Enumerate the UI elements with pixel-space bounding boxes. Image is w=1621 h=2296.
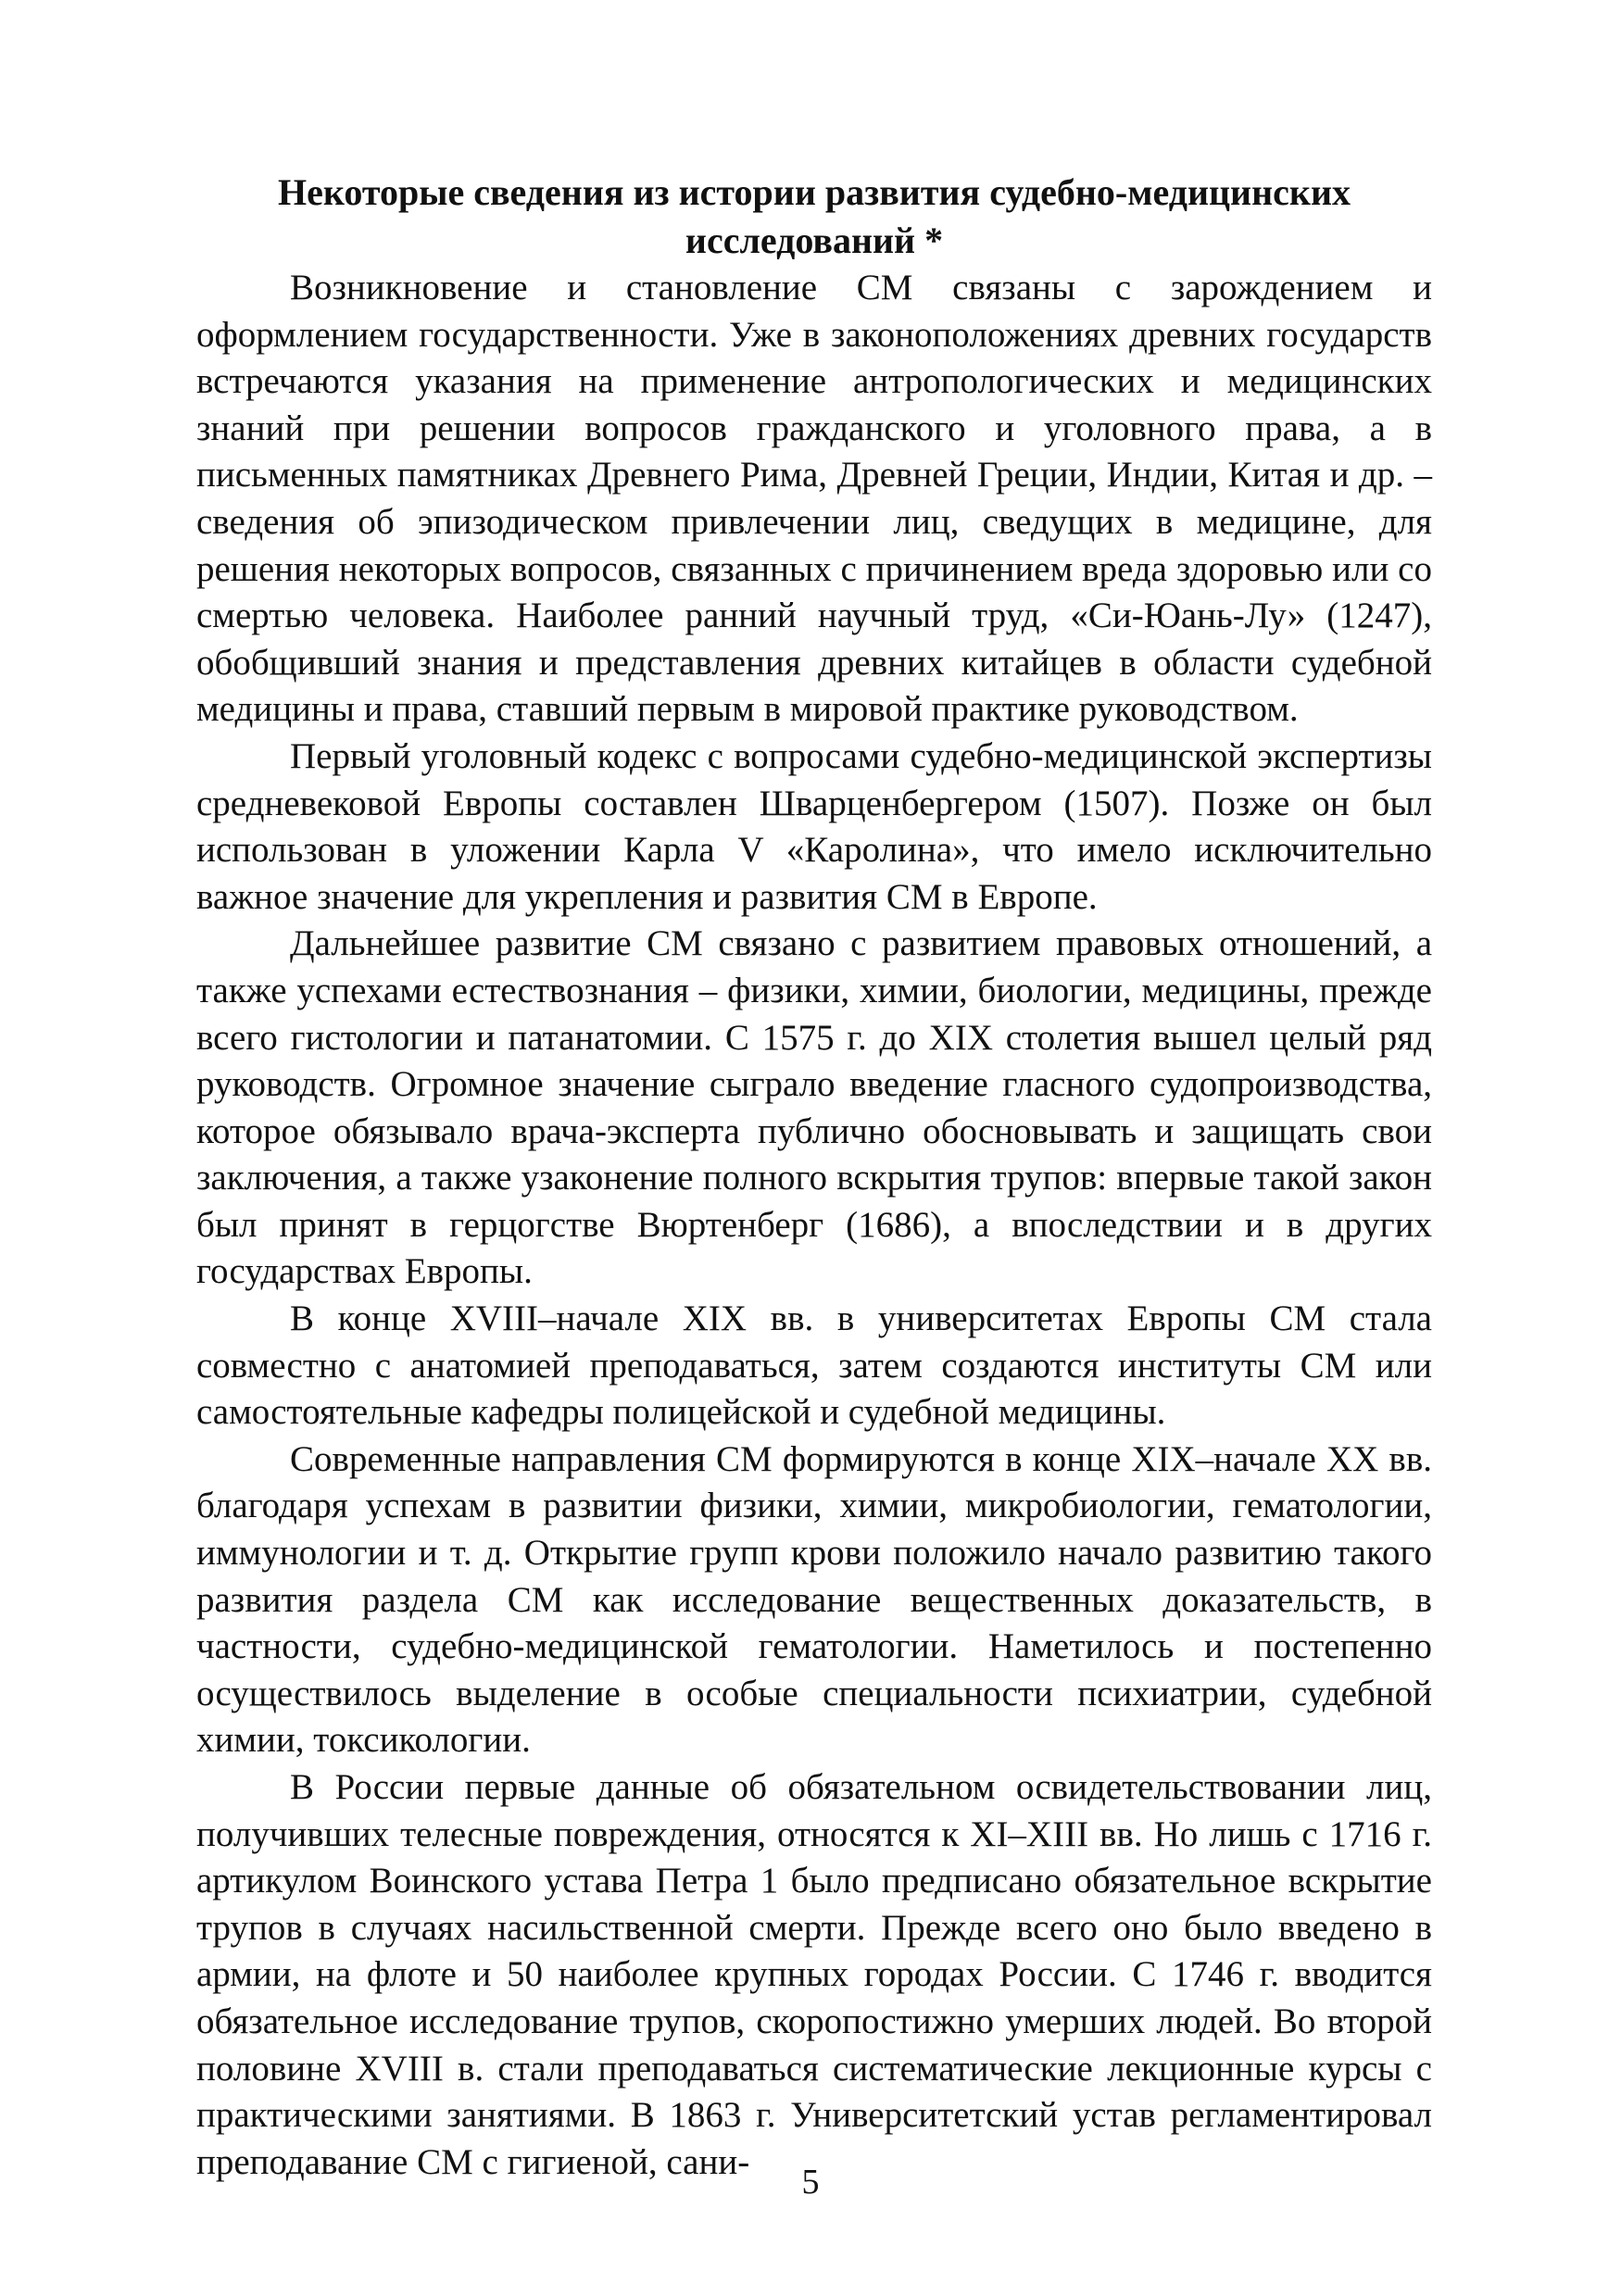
- paragraph-origins: Возникновение и становление СМ связаны с зарождением и оформлением государственности. Уже в законоположениях древних государств встречаются указания на применение антропологических и медицинских знаний при решении вопросов гражданского и уголовного права, а в письменных памятниках Древнего Рима, Древней Греции, Индии, Китая и др. – сведения об эпизодическом привлечении лиц, сведущих в медицине, для решения некоторых вопросов, связанных с причинением вреда здоровью или со смертью человека. Наиболее ранний научный труд, «Си-Юань-Лу» (1247), обобщивший знания и представления древних китайцев в области судебной медицины и права, ставший первым в мировой практике руководством.: [196, 268, 1432, 730]
- paragraph-universities: В конце XVIII–начале XIX вв. в университетах Европы СМ стала совместно с анатомией преподаваться, затем создаются институты СМ или самостоятельные кафедры полицейской и судебной медицины.: [196, 1299, 1432, 1433]
- page-number: 5: [801, 2163, 820, 2202]
- paragraph-russia: В России первые данные об обязательном освидетельствовании лиц, получивших телесные повреждения, относятся к XI–XIII вв. Но лишь с 1716 г. артикулом Воинского устава Петра 1 было предписано обязательное вскрытие трупов в случаях насильственной смерти. Прежде всего оно было введено в армии, на флоте и 50 наиболее крупных городах России. С 1746 г. вводится обязательное исследование трупов, скоропостижно умерших людей. Во второй половине XVIII в. стали преподаваться систематические лекционные курсы с практическими занятиями. В 1863 г. Университетский устав регламентировал преподавание СМ с гигиеной, сани-: [196, 1767, 1432, 2182]
- paragraph-further-development: Дальнейшее развитие СМ связано с развитием правовых отношений, а также успехами естествознания – физики, химии, биологии, медицины, прежде всего гистологии и патанатомии. С 1575 г. до XIX столетия вышел целый ряд руководств. Огромное значение сыграло введение гласного судопроизводства, которое обязывало врача-эксперта публично обосновывать и защищать свои заключения, а также узаконение полного вскрытия трупов: впервые такой закон был принят в герцогстве Вюртенберг (1686), а впоследствии и в других государствах Европы.: [196, 923, 1432, 1292]
- section-title: Некоторые сведения из истории развития судебно-медицинских исследований *: [277, 171, 1351, 261]
- paragraph-first-code: Первый уголовный кодекс с вопросами судебно-медицинской экспертизы средневековой Европы составлен Шварценбергером (1507). Позже он был использован в уложении Карла V «Каролина», что имело исключительно важное значение для укрепления и развития СМ в Европе.: [196, 735, 1432, 917]
- paragraph-modern-directions: Современные направления СМ формируются в конце XIX–начале XX вв. благодаря успехам в развитии физики, химии, микробиологии, гематологии, иммунологии и т. д. Открытие групп крови положило начало развитию такого развития раздела СМ как исследование вещественных доказательств, в частности, судебно-медицинской гематологии. Наметилось и постепенно осуществилось выделение в особые специальности психиатрии, судебной химии, токсикологии.: [196, 1438, 1432, 1761]
- page-content: [196, 169, 1432, 2186]
